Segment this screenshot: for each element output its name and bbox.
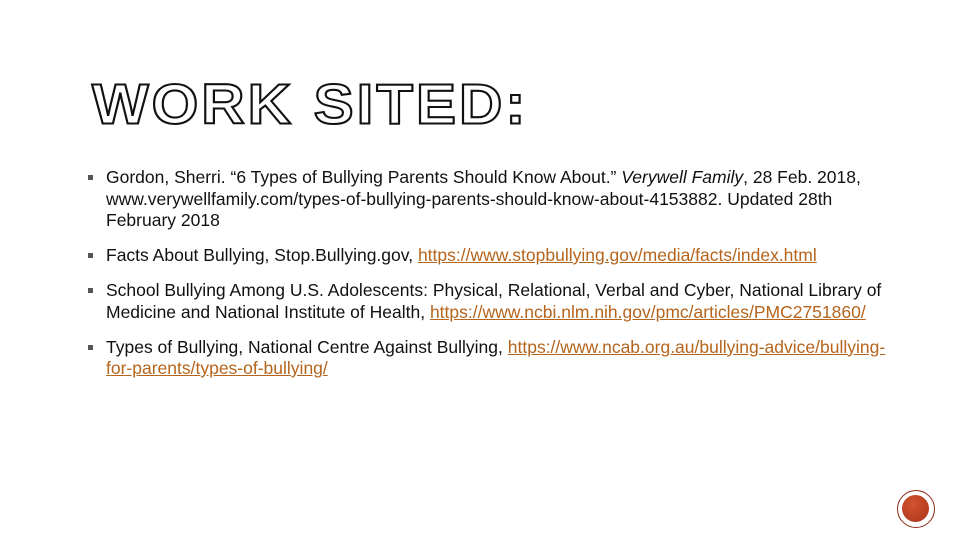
slide-number-badge-icon: [897, 490, 935, 528]
reference-link[interactable]: https://www.stopbullying.gov/media/facts/index.html: [417, 245, 817, 265]
badge-fill: [902, 495, 929, 522]
reference-text: Facts About Bullying, Stop.Bullying.gov,: [106, 245, 418, 265]
square-bullet-icon: [88, 175, 93, 180]
square-bullet-icon: [88, 288, 93, 293]
reference-text: , 28 Feb. 2018, www.verywellfamily.com/types-of-bullying-parents-should-know-about-4153882. Updated 28th February 2018: [106, 167, 861, 230]
reference-link[interactable]: https://www.ncbi.nlm.nih.gov/pmc/articles/PMC2751860/: [429, 301, 866, 322]
reference-item: [88, 337, 888, 380]
square-bullet-icon: [88, 253, 93, 258]
references-list: [88, 167, 888, 393]
reference-link[interactable]: https://www.ncab.org.au/bullying-advice/bullying-for-parents/types-of-bullying/: [106, 336, 886, 378]
reference-text: School Bullying Among U.S. Adolescents: Physical, Relational, Verbal and Cyber, National Library of Medicine and National Institute of Health,: [106, 280, 882, 322]
reference-source-title: Verywell Family: [621, 167, 744, 187]
reference-text: Types of Bullying, National Centre Against Bullying,: [106, 336, 508, 357]
reference-item: [88, 167, 888, 232]
square-bullet-icon: [88, 345, 93, 350]
reference-item: [88, 280, 888, 323]
reference-text: Gordon, Sherri. “6 Types of Bullying Parents Should Know About.”: [106, 167, 622, 187]
slide-title: WORK SITED:: [92, 72, 529, 136]
reference-item: [88, 245, 888, 267]
